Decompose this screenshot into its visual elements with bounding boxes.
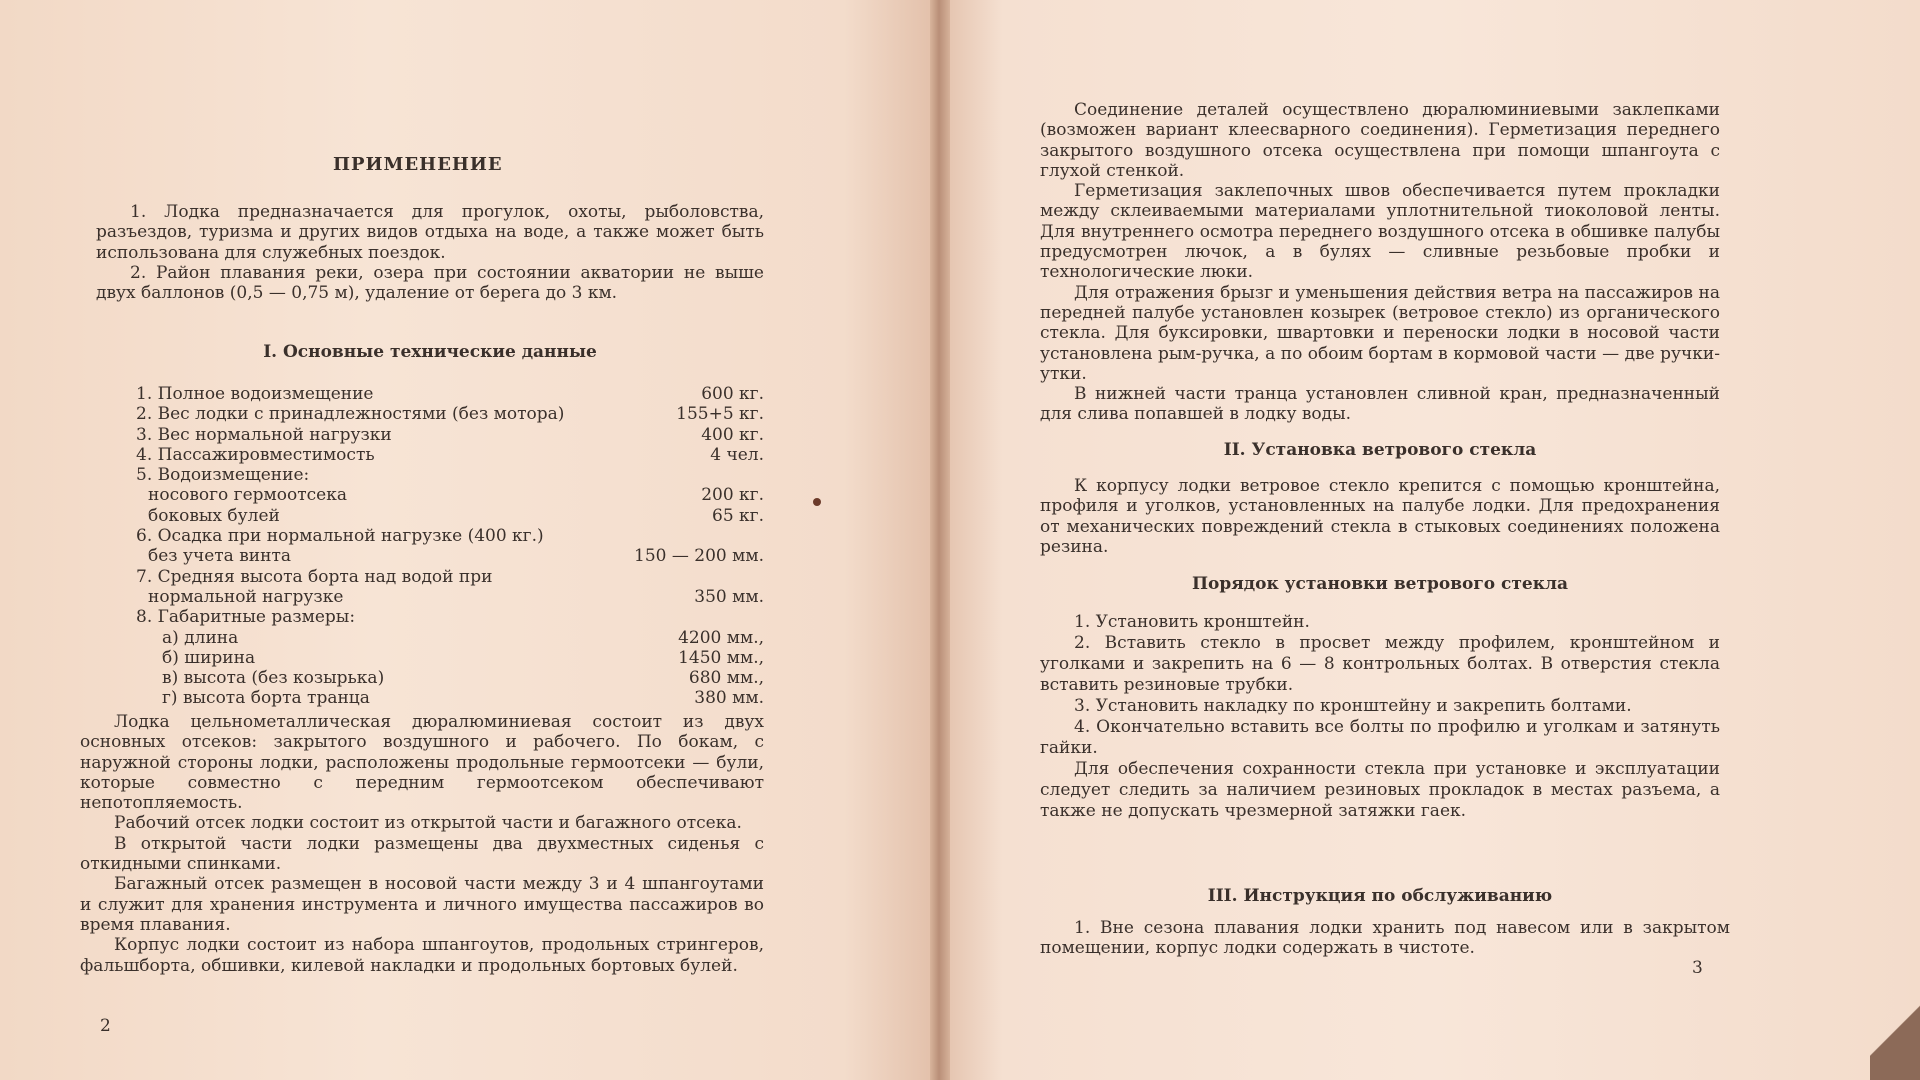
spec-row [136,648,764,668]
step-item: 3. Установить накладку по кронштейну и закрепить болтами. [1074,696,1632,716]
spec-value: 600 кг. [701,384,764,404]
spec-label: носового гермоотсека [148,485,347,506]
spec-row [136,404,764,424]
spec-row [136,425,764,445]
spec-value: 65 кг. [712,505,764,526]
spec-label: без учета винта [148,546,291,567]
spec-value: 350 мм. [694,586,764,607]
body-paragraph: Лодка цельнометаллическая дюралюминиевая состоит из двух основных отсеков: закрытого воздушного и рабочего. По бокам, с наружной стороны лодки, расположены продольные гермоотсеки — були, которые совместно с передним гермоотсеком обеспечивают непотопляемость. [80,712,764,814]
page-corner-shadow [1870,980,1920,1080]
spec-value: 150 — 200 мм. [634,546,764,567]
install-steps [1040,612,1720,822]
book-spine [930,0,950,1080]
intro-paragraph: 1. Лодка предназначается для прогулок, охоты, рыболовства, разъездов, туризма и других видов отдыха на воде, а также может быть использована для служебных поездок. [96,202,764,263]
section-heading-technical-data: I. Основные технические данные [263,342,597,362]
spec-row [136,628,764,648]
spec-row [136,688,764,708]
spec-label: 3. Вес нормальной нагрузки [136,424,392,445]
spec-value: 200 кг. [701,485,764,506]
construction-text [1040,100,1720,425]
body-paragraph: 1. Вне сезона плавания лодки хранить под навесом или в закрытом помещении, корпус лодки содержать в чистоте. [1040,918,1730,959]
spec-label: а) длина [162,627,239,648]
spec-row [136,607,764,627]
spec-value: 155+5 кг. [676,404,764,425]
intro-paragraph: 2. Район плавания реки, озера при состоянии акватории не выше двух баллонов (0,5 — 0,75 м), удаление от берега до 3 км. [96,262,764,304]
section-heading-install-order: Порядок установки ветрового стекла [1191,574,1569,594]
step-item: 4. Окончательно вставить все болты по профилю и уголкам и затянуть гайки. [1040,717,1720,758]
spec-value: 400 кг. [701,424,764,445]
body-paragraph: Багажный отсек размещен в носовой части между 3 и 4 шпангоутами и служит для хранения инструмента и личного имущества пассажиров во время плавания. [80,874,764,935]
spec-row [136,485,764,505]
spec-row [136,668,764,688]
spec-label: 4. Пассажировместимость [136,444,375,465]
spec-row [136,587,764,607]
body-paragraph: В нижней части транца установлен сливной кран, предназначенный для слива попавшей в лодку воды. [1040,384,1720,425]
body-paragraph: В открытой части лодки размещены два двухместных сиденья с откидными спинками. [80,833,764,875]
spec-row [136,506,764,526]
body-paragraph: К корпусу лодки ветровое стекло крепится с помощью кронштейна, профиля и уголков, установленных на палубе лодки. Для предохранения от механических повреждений стекла в стыковых соединениях положена резина. [1040,476,1720,557]
spec-label: в) высота (без козырька) [162,668,385,689]
spec-row [136,526,764,546]
spec-label: 8. Габаритные размеры: [136,607,356,628]
page-number: 3 [1692,958,1703,978]
body-paragraph: Корпус лодки состоит из набора шпангоутов, продольных стрингеров, фальшборта, обшивки, килевой накладки и продольных бортовых булей. [80,935,764,976]
spec-label: 5. Водоизмещение: [136,465,310,486]
spec-label: нормальной нагрузке [148,586,344,607]
spec-label: 6. Осадка при нормальной нагрузке (400 кг.) [136,526,544,547]
spec-value: 380 мм. [694,688,764,709]
page-number: 2 [100,1016,111,1036]
spec-row [136,445,764,465]
spec-label: боковых булей [148,505,280,526]
spec-row [136,384,764,404]
spec-value: 4200 мм., [678,627,764,648]
spec-list [136,384,764,709]
section-heading-windshield: II. Установка ветрового стекла [1223,440,1537,460]
page-title: ПРИМЕНЕНИЕ [333,154,503,175]
spec-value: 680 мм., [688,668,764,689]
spec-label: 1. Полное водоизмещение [136,384,374,404]
spec-row [136,546,764,566]
body-paragraph: Для отражения брызг и уменьшения действия ветра на пассажиров на передней палубе установлен козырек (ветровое стекло) из органического стекла. Для буксировки, швартовки и переноски лодки в носовой части установлена рым-ручка, а по обоим бортам в кормовой части — две ручки-утки. [1040,282,1720,384]
spec-label: б) ширина [162,647,256,668]
spec-label: 7. Средняя высота борта над водой при [136,566,493,587]
step-item: 1. Установить кронштейн. [1074,612,1310,632]
spec-value: 4 чел. [710,444,764,465]
spec-label: г) высота борта транца [162,688,370,709]
step-item: 2. Вставить стекло в просвет между профилем, кронштейном и уголками и закрепить на 6 — 8 контрольных болтах. В отверстия стекла вставить резиновые трубки. [1040,633,1720,695]
body-paragraph: Для обеспечения сохранности стекла при установке и эксплуатации следует следить за наличием резиновых прокладок в местах разъема, а также не допускать чрезмерной затяжки гаек. [1040,759,1720,821]
spec-label: 2. Вес лодки с принадлежностями (без мотора) [136,404,565,425]
spec-row [136,465,764,485]
ink-spot [813,498,821,506]
section-heading-maintenance: III. Инструкция по обслуживанию [1207,886,1553,906]
spec-row [136,567,764,587]
intro-text [96,202,764,303]
body-paragraph: Соединение деталей осуществлено дюралюминиевыми заклепками (возможен вариант клеесварного соединения). Герметизация переднего закрытого воздушного отсека осуществлена при помощи шпангоута с глухой стенкой. [1040,100,1720,181]
hull-description [80,712,764,976]
maintenance-text [1040,918,1730,959]
windshield-text [1040,476,1720,557]
body-paragraph: Герметизация заклепочных швов обеспечивается путем прокладки между склеиваемыми материалами уплотнительной тиоколовой ленты. Для внутреннего осмотра переднего воздушного отсека в обшивке палубы предусмотрен лючок, а в булях — сливные резьбовые пробки и технологические люки. [1040,181,1720,283]
spec-value: 1450 мм., [678,647,764,668]
body-paragraph: Рабочий отсек лодки состоит из открытой части и багажного отсека. [114,813,742,834]
